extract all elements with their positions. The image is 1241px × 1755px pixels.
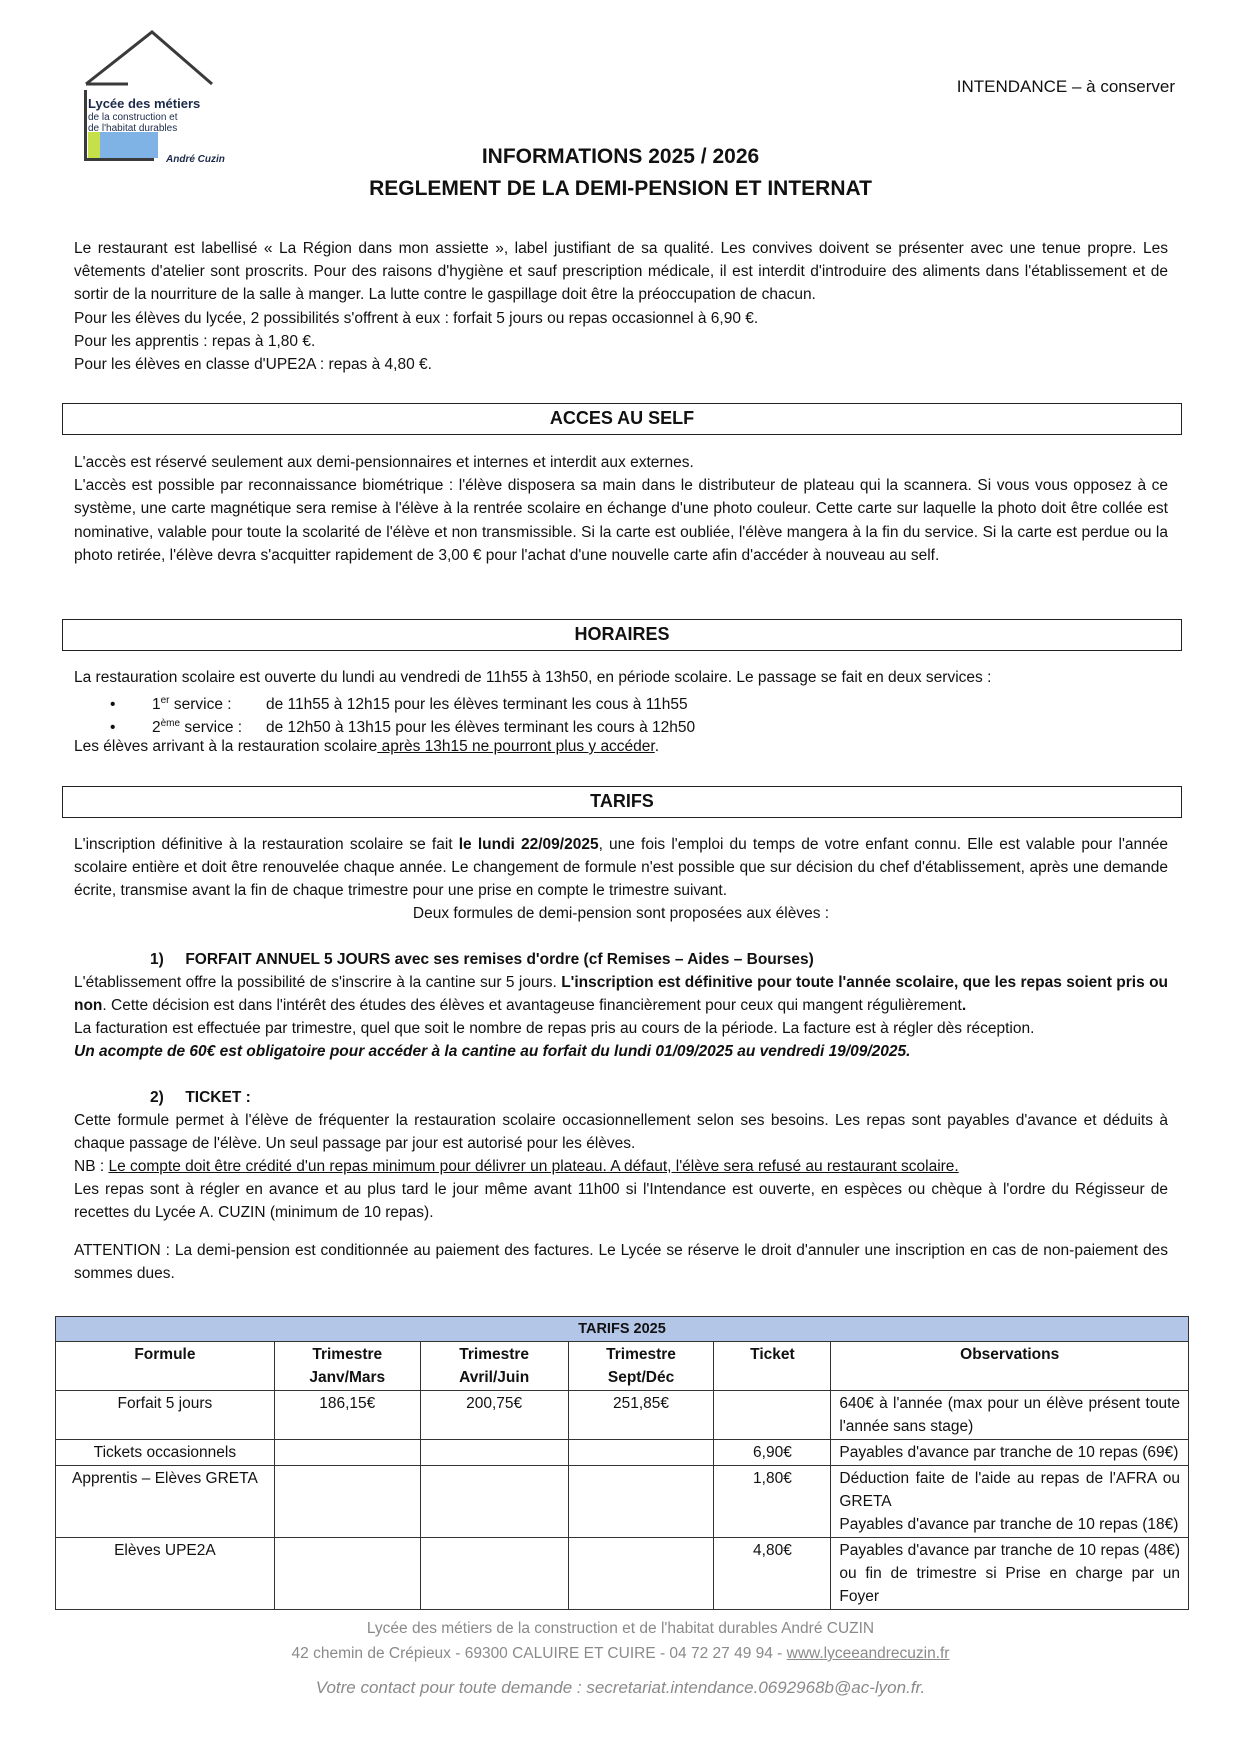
table-cell: 6,90€ [714, 1440, 831, 1466]
table-cell [274, 1466, 420, 1538]
acces-p2: L'accès est possible par reconnaissance biométrique : l'élève disposera sa main dans le distributeur de plateau qui la scannera. Si vous vous opposez à ce système, une carte magnétique sera remise à l'élève à la rentrée scolaire en échange d'une photo couleur. Cette carte sur laquelle la photo doit être collée est nominative, valable pour toute la scolarité de l'élève et non transmissible. Si la carte est oubliée, l'élève mangera à la fin du service. Si la carte est perdue ou la photo retirée, l'élève devra s'acquitter rapidement de 3,00 € pour l'achat d'une nouvelle carte afin d'accéder à nouveau au self. [74, 477, 1168, 564]
tarifs-p1-d: Deux formules de demi-pension sont proposées aux élèves : [412, 905, 830, 922]
table-cell: Payables d'avance par tranche de 10 repas (69€) [831, 1440, 1189, 1466]
formule-2-nb-text: Le compte doit être crédité d'un repas minimum pour délivrer un plateau. A défaut, l'élève sera refusé au restaurant scolaire. [108, 1158, 959, 1175]
tarifs-p1-c: , une fois l'emploi du temps de votre enfant connu. Elle est valable pour l'année scolaire entière et doit être renouvelée chaque année. Le changement de formule n'est possible que sur décision du chef d'établissement, après une demande écrite, transmise avant la fin de chaque trimestre pour une prise en compte le trimestre suivant. [74, 836, 1168, 900]
acces-p1: L'accès est réservé seulement aux demi-pensionnaires et internes et interdit aux externes. [74, 454, 694, 471]
table-cell: Forfait 5 jours [56, 1391, 275, 1440]
col-header-ticket: Ticket [714, 1342, 831, 1391]
header-note: INTENDANCE – à conserver [956, 77, 1175, 96]
service-2-text-label: service : [180, 719, 243, 737]
intro-p1: Le restaurant est labellisé « La Région dans mon assiette », label justifiant de sa qualité. Les convives doivent se présenter avec une tenue propre. Les vêtements d'atelier sont proscrits. Pour des raisons d'hygiène et sauf prescription médicale, il est interdit d'introduire des aliments dans l'établissement et de sortir de la nourriture de la salle à manger. La lutte contre le gaspillage doit être la préoccupation de chacun. [74, 240, 1168, 304]
footer-contact: Votre contact pour toute demande : secretariat.intendance.0692968b@ac-lyon.fr. [315, 1678, 926, 1697]
service-2-hours: de 12h50 à 13h15 pour les élèves terminant les cours à 12h50 [266, 719, 696, 737]
service-2-number: 2 [152, 719, 161, 737]
table-row [56, 1466, 1189, 1538]
formule-1-period: . [961, 997, 967, 1015]
formule-1-e: La facturation est effectuée par trimestre, quel que soit le nombre de repas pris au cours de la période. La facture est à régler dès réception. [74, 1020, 1035, 1037]
table-cell: 1,80€ [714, 1466, 831, 1538]
tarifs-p1 [74, 833, 1168, 903]
logo-line2a: de la construction et [88, 112, 178, 123]
intro-p4: Pour les élèves en classe d'UPE2A : repas à 4,80 €. [74, 356, 432, 374]
formule-1-c: . Cette décision est dans l'intérêt des études des élèves et avantageuse financièrement pour ceux qui mangent régulièrement [102, 997, 962, 1015]
table-cell [568, 1440, 714, 1466]
table-header-row [56, 1342, 1189, 1391]
formule-1-a: L'établissement offre la possibilité de s'inscrire à la cantine sur 5 jours. [74, 974, 562, 991]
tarifs-p1-date: le lundi 22/09/2025 [458, 836, 599, 853]
table-cell [714, 1391, 831, 1440]
formule-1-acompte-text: Un acompte de 60€ est obligatoire pour accéder à la cantine au forfait du lundi 01/09/2025 au vendredi 19/09/2025. [74, 1043, 911, 1060]
attention-note: ATTENTION : La demi-pension est conditionnée au paiement des factures. Le Lycée se réserve le droit d'annuler une inscription en cas de non-paiement des sommes dues. [74, 1242, 1168, 1283]
table-cell: 4,80€ [714, 1538, 831, 1610]
formule-2-a: Cette formule permet à l'élève de fréquenter la restauration scolaire occasionnellement selon ses besoins. Les repas sont payables d'avance et déduits à chaque passage de l'élève. Un seul passage par jour est autorisé pour les élèves. [74, 1112, 1168, 1153]
table-cell [420, 1440, 568, 1466]
section-heading-horaires: HORAIRES [62, 619, 1182, 651]
logo-line4: André Cuzin [166, 154, 225, 165]
table-cell: 640€ à l'année (max pour un élève présent toute l'année sans stage) [831, 1391, 1189, 1440]
bullet-icon: • [110, 696, 116, 714]
table-cell: Apprentis – Elèves GRETA [56, 1466, 275, 1538]
page-title: INFORMATIONS 2025 / 2026 [481, 145, 760, 168]
table-cell: Elèves UPE2A [56, 1538, 275, 1610]
table-cell [568, 1466, 714, 1538]
formule-1-bold: L'inscription est définitive pour toute l'année scolaire, que les repas soient pris ou non [74, 974, 1168, 1015]
intro-p3: Pour les apprentis : repas à 1,80 €. [74, 332, 316, 350]
table-row [56, 1391, 1189, 1440]
logo-line2b: de l'habitat durables [88, 123, 178, 134]
horaires-p2-underline: après 13h15 ne pourront plus y accéder [377, 738, 655, 755]
horaires-p2-a: Les élèves arrivant à la restauration scolaire [74, 738, 378, 755]
service-1-sup: er [160, 695, 170, 706]
table-cell: 186,15€ [274, 1391, 420, 1440]
table-cell [568, 1538, 714, 1610]
table-cell: Payables d'avance par tranche de 10 repas (48€) ou fin de trimestre si Prise en charge par un Foyer [831, 1538, 1189, 1610]
service-1-number: 1 [152, 696, 161, 714]
section-heading-acces: ACCES AU SELF [62, 403, 1182, 435]
formule-1-acompte [74, 1040, 1168, 1063]
table-caption: TARIFS 2025 [56, 1317, 1189, 1342]
table-row [56, 1440, 1189, 1466]
intro-section [74, 237, 1168, 376]
col-header-t2: Trimestre Avril/Juin [420, 1342, 568, 1391]
table-cell [274, 1538, 420, 1610]
service-2-sup: ème [160, 718, 181, 729]
bullet-icon: • [110, 719, 116, 737]
logo-line2 [88, 112, 178, 134]
formule-2-title: 2) TICKET : [150, 1089, 251, 1106]
formule-1-body [74, 971, 1168, 1017]
table-caption-row [56, 1317, 1189, 1342]
table-cell: Déduction faite de l'aide au repas de l'AFRA ou GRETA Payables d'avance par tranche de 10 repas (18€) [831, 1466, 1189, 1538]
logo-line1: Lycée des métiers [88, 96, 201, 111]
horaires-p2 [74, 735, 1168, 758]
formule-2-nb [74, 1155, 1168, 1178]
col-header-observations: Observations [831, 1342, 1189, 1391]
formule-2-nb-label: NB : [74, 1158, 109, 1175]
col-header-t1: Trimestre Janv/Mars [274, 1342, 420, 1391]
horaires-p1: La restauration scolaire est ouverte du lundi au vendredi de 11h55 à 13h50, en période scolaire. Le passage se fait en deux services : [74, 669, 992, 686]
formule-2-b: Les repas sont à régler en avance et au plus tard le jour même avant 11h00 si l'Intendance est ouverte, en espèces ou chèque à l'ordre du Régisseur de recettes du Lycée A. CUZIN (minimum de 10 repas). [74, 1181, 1168, 1222]
page-subtitle: REGLEMENT DE LA DEMI-PENSION ET INTERNAT [369, 177, 872, 200]
col-header-t3: Trimestre Sept/Déc [568, 1342, 714, 1391]
table-row [56, 1538, 1189, 1610]
service-1-text-label: service : [169, 696, 232, 714]
footer-address [0, 1645, 1241, 1663]
horaires-p2-b: . [654, 738, 660, 755]
col-header-formule: Formule [56, 1342, 275, 1391]
table-cell [420, 1466, 568, 1538]
table-cell [420, 1538, 568, 1610]
service-1-hours: de 11h55 à 12h15 pour les élèves terminant les cous à 11h55 [266, 696, 688, 714]
tarifs-p1-a: L'inscription définitive à la restauration scolaire se fait [74, 836, 459, 853]
table-cell: Tickets occasionnels [56, 1440, 275, 1466]
table-cell: 251,85€ [568, 1391, 714, 1440]
footer-school-name: Lycée des métiers de la construction et de l'habitat durables André CUZIN [366, 1620, 875, 1637]
table-cell [274, 1440, 420, 1466]
footer-address-text: 42 chemin de Crépieux - 69300 CALUIRE ET CUIRE - 04 72 27 49 94 - [291, 1645, 787, 1662]
tarifs-table [55, 1316, 1189, 1610]
table-cell: 200,75€ [420, 1391, 568, 1440]
intro-p2: Pour les élèves du lycée, 2 possibilités s'offrent à eux : forfait 5 jours ou repas occasionnel à 6,90 €. [74, 309, 759, 327]
acces-section [74, 451, 1168, 567]
website-link[interactable]: www.lyceeandrecuzin.fr [786, 1645, 950, 1662]
formule-1-title: 1) FORFAIT ANNUEL 5 JOURS avec ses remises d'ordre (cf Remises – Aides – Bourses) [150, 951, 814, 968]
section-heading-tarifs: TARIFS [62, 786, 1182, 818]
